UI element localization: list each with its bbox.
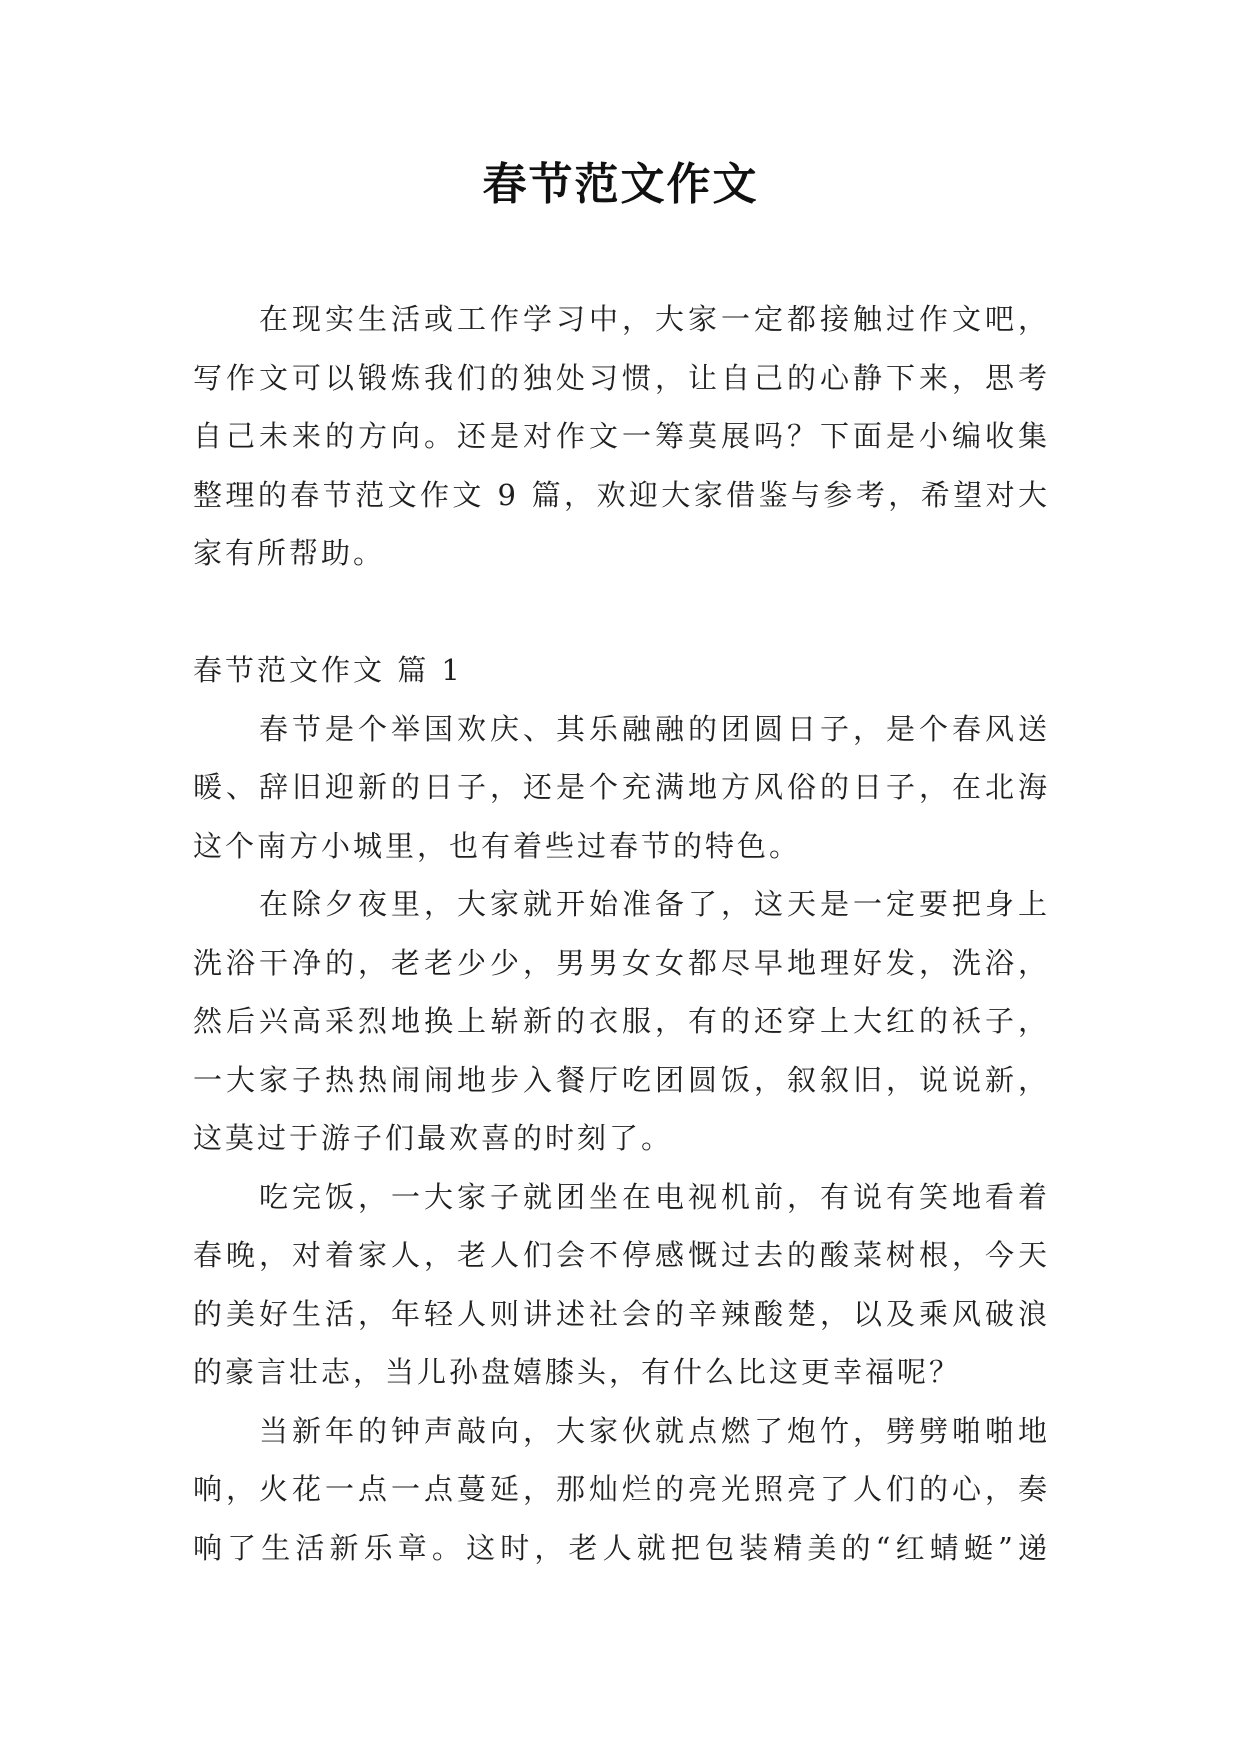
- essay-paragraph: [193, 1168, 1050, 1402]
- essay-paragraph: [193, 875, 1050, 1168]
- paragraph-line: 这莫过于游子们最欢喜的时刻了。: [193, 1121, 674, 1155]
- document-title: 春节范文作文: [482, 159, 759, 210]
- paragraph-line: 的美好生活，年轻人则讲述社会的辛辣酸楚，以及乘风破浪: [193, 1296, 1050, 1331]
- essay-paragraph: [193, 700, 1050, 876]
- intro-line: 整理的春节范文作文 9 篇，欢迎大家借鉴与参考，希望对大: [193, 477, 1050, 512]
- paragraph-line: 暖、辞旧迎新的日子，还是个充满地方风俗的日子，在北海: [193, 770, 1050, 804]
- intro-line: 自己未来的方向。还是对作文一筹莫展吗？下面是小编收集: [193, 419, 1050, 453]
- paragraph-line: 一大家子热热闹闹地步入餐厅吃团圆饭，叙叙旧，说说新，: [193, 1062, 1050, 1097]
- essay-section: [193, 641, 1050, 1577]
- paragraph-line: 这个南方小城里，也有着些过春节的特色。: [193, 828, 802, 863]
- intro-line: 家有所帮助。: [193, 536, 386, 570]
- paragraph-line: 春节是个举国欢庆、其乐融融的团圆日子，是个春风送: [259, 711, 1050, 746]
- paragraph-line: 吃完饭，一大家子就团坐在电视机前，有说有笑地看着: [259, 1179, 1050, 1214]
- paragraph-line: 春晚，对着家人，老人们会不停感慨过去的酸菜树根，今天: [193, 1238, 1050, 1272]
- intro-paragraph: [193, 290, 1050, 583]
- paragraph-line: 响，火花一点一点蔓延，那灿烂的亮光照亮了人们的心，奏: [193, 1472, 1050, 1506]
- document-body: [193, 290, 1050, 1577]
- paragraph-line: 的豪言壮志，当儿孙盘嬉膝头，有什么比这更幸福呢？: [193, 1355, 962, 1389]
- section-heading: 春节范文作文 篇 1: [193, 653, 463, 687]
- paragraph-line: 响了生活新乐章。这时，老人就把包装精美的“红蜻蜓”递: [193, 1530, 1050, 1565]
- paragraph-line: 然后兴高采烈地换上崭新的衣服，有的还穿上大红的袄子，: [193, 1004, 1050, 1038]
- intro-line: 在现实生活或工作学习中，大家一定都接触过作文吧，: [259, 302, 1050, 336]
- essay-paragraph: [193, 1402, 1050, 1578]
- paragraph-spacer: [193, 583, 1050, 642]
- paragraph-line: 在除夕夜里，大家就开始准备了，这天是一定要把身上: [259, 887, 1050, 921]
- paragraph-line: 洗浴干净的，老老少少，男男女女都尽早地理好发，洗浴，: [193, 945, 1050, 980]
- paragraph-line: 当新年的钟声敲向，大家伙就点燃了炮竹，劈劈啪啪地: [259, 1413, 1050, 1448]
- intro-line: 写作文可以锻炼我们的独处习惯，让自己的心静下来，思考: [193, 360, 1050, 395]
